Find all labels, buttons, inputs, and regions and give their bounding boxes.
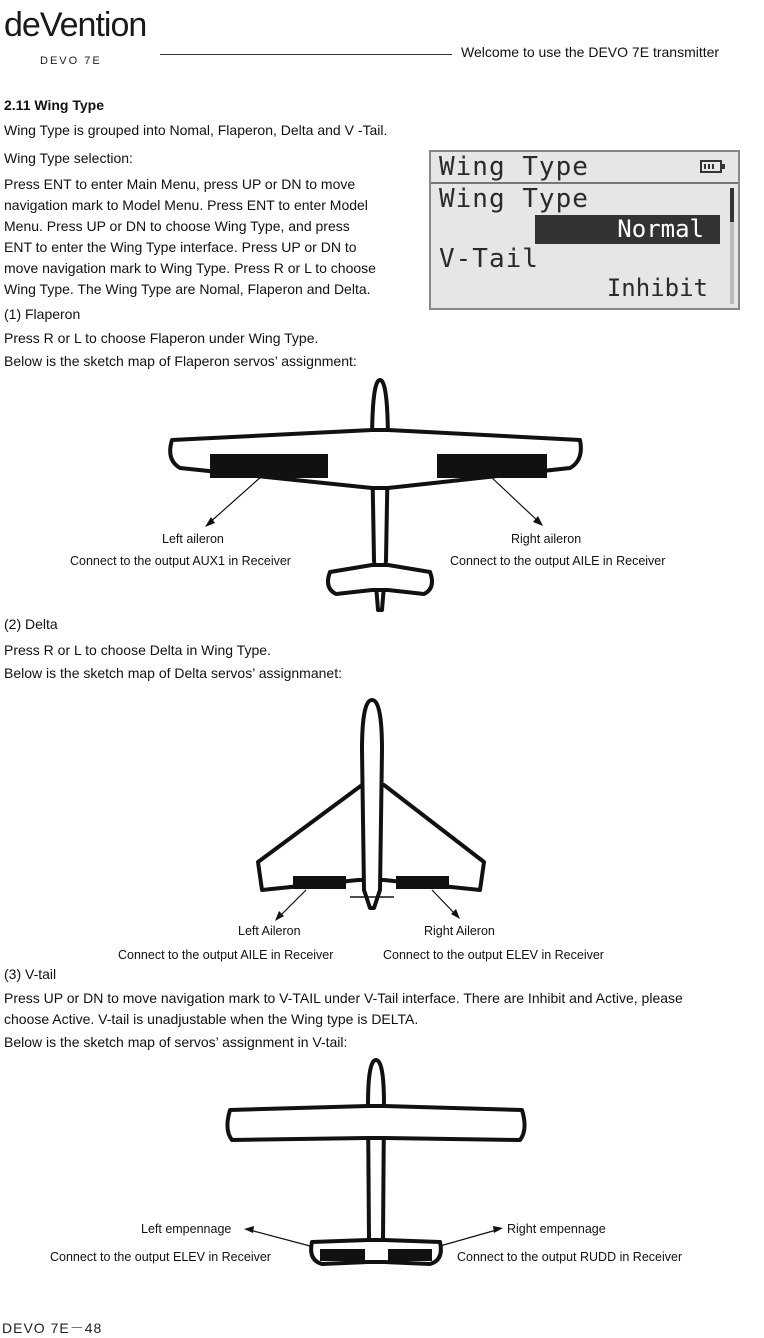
delta-left-servo xyxy=(293,876,346,889)
delta-diagram xyxy=(0,690,764,926)
vtail-right-connect: Connect to the output RUDD in Receiver xyxy=(457,1250,683,1264)
flaperon-instruction: Press R or L to choose Flaperon under Wing Type. xyxy=(4,330,319,346)
delta-right-servo xyxy=(396,876,449,889)
vtail-instruction-line: choose Active. V-tail is unadjustable when the Wing type is DELTA. xyxy=(4,1011,419,1027)
vtail-right-leader xyxy=(440,1229,500,1246)
vtail-left-servo xyxy=(320,1249,365,1261)
header-welcome: Welcome to use the DEVO 7E transmitter xyxy=(461,44,720,60)
left-aileron-servo xyxy=(210,454,328,478)
delta-instruction: Press R or L to choose Delta in Wing Type. xyxy=(4,642,271,658)
lcd-item-wing-type: Wing Type xyxy=(439,184,589,214)
flaperon-tail xyxy=(328,565,432,594)
lcd-v-tail-value: Inhibit xyxy=(606,274,708,302)
vtail-right-servo xyxy=(388,1249,432,1261)
flaperon-right-label: Right aileron xyxy=(511,532,582,546)
section-intro: Wing Type is grouped into Nomal, Flaperon, Delta and V -Tail. xyxy=(4,122,388,138)
selection-line: Wing Type. The Wing Type are Nomal, Flaperon and Delta. xyxy=(4,281,371,297)
flaperon-left-label: Left aileron xyxy=(162,532,224,546)
delta-right-connect: Connect to the output ELEV in Receiver xyxy=(383,948,604,962)
vtail-right-arrow xyxy=(493,1226,503,1233)
vtail-wing xyxy=(227,1106,524,1140)
vtail-sketch-caption: Below is the sketch map of servos’ assignment in V-tail: xyxy=(4,1034,348,1050)
selection-line: navigation mark to Model Menu. Press ENT to enter Model xyxy=(4,197,368,213)
delta-fuselage xyxy=(362,700,382,908)
lcd-screen xyxy=(429,150,740,310)
section-title: 2.11 Wing Type xyxy=(4,97,104,113)
selection-line: ENT to enter the Wing Type interface. Press UP or DN to xyxy=(4,239,357,255)
delta-left-connect: Connect to the output AILE in Receiver xyxy=(118,948,334,962)
flaperon-heading: (1) Flaperon xyxy=(4,306,81,322)
model-name: DEVO 7E xyxy=(40,55,102,67)
selection-heading: Wing Type selection: xyxy=(4,150,133,166)
vtail-right-label: Right empennage xyxy=(507,1222,606,1236)
left-aileron-leader xyxy=(208,476,262,524)
lcd-item-v-tail: V-Tail xyxy=(439,244,539,274)
right-aileron-servo xyxy=(437,454,547,478)
delta-left-arrow xyxy=(275,911,284,921)
brand-logo: deVention xyxy=(4,6,147,44)
flaperon-left-connect: Connect to the output AUX1 in Receiver xyxy=(70,554,291,568)
delta-left-label: Left Aileron xyxy=(238,924,301,938)
vtail-left-label: Left empennage xyxy=(141,1222,232,1236)
delta-left-leader xyxy=(278,890,306,918)
lcd-title: Wing Type xyxy=(439,152,589,182)
selection-line: Menu. Press UP or DN to choose Wing Type, and press xyxy=(4,218,350,234)
selection-line: move navigation mark to Wing Type. Press R or L to choose xyxy=(4,260,376,276)
delta-right-label: Right Aileron xyxy=(424,924,495,938)
vtail-instruction-line: Press UP or DN to move navigation mark to V-TAIL under V-Tail interface. There are Inhibit and Active, please xyxy=(4,990,683,1006)
flaperon-diagram xyxy=(0,360,764,620)
right-aileron-leader xyxy=(490,476,540,523)
lcd-scrollbar-thumb xyxy=(730,188,734,222)
header-divider xyxy=(160,54,452,55)
lcd-selected-value: Normal xyxy=(535,215,720,244)
flaperon-sketch-caption: Below is the sketch map of Flaperon servos’ assignment: xyxy=(4,353,357,369)
vtail-heading: (3) V-tail xyxy=(4,966,57,982)
vtail-fuselage xyxy=(368,1060,384,1255)
vtail-left-connect: Connect to the output ELEV in Receiver xyxy=(50,1250,271,1264)
vtail-left-leader xyxy=(246,1229,310,1246)
vtail-left-arrow xyxy=(244,1226,254,1233)
page-number: DEVO 7E－48 xyxy=(2,1320,103,1336)
flaperon-right-connect: Connect to the output AILE in Receiver xyxy=(450,554,666,568)
selection-line: Press ENT to enter Main Menu, press UP or DN to move xyxy=(4,176,356,192)
battery-icon xyxy=(700,160,722,173)
delta-sketch-caption: Below is the sketch map of Delta servos’ assignmanet: xyxy=(4,665,342,681)
delta-heading: (2) Delta xyxy=(4,616,58,632)
